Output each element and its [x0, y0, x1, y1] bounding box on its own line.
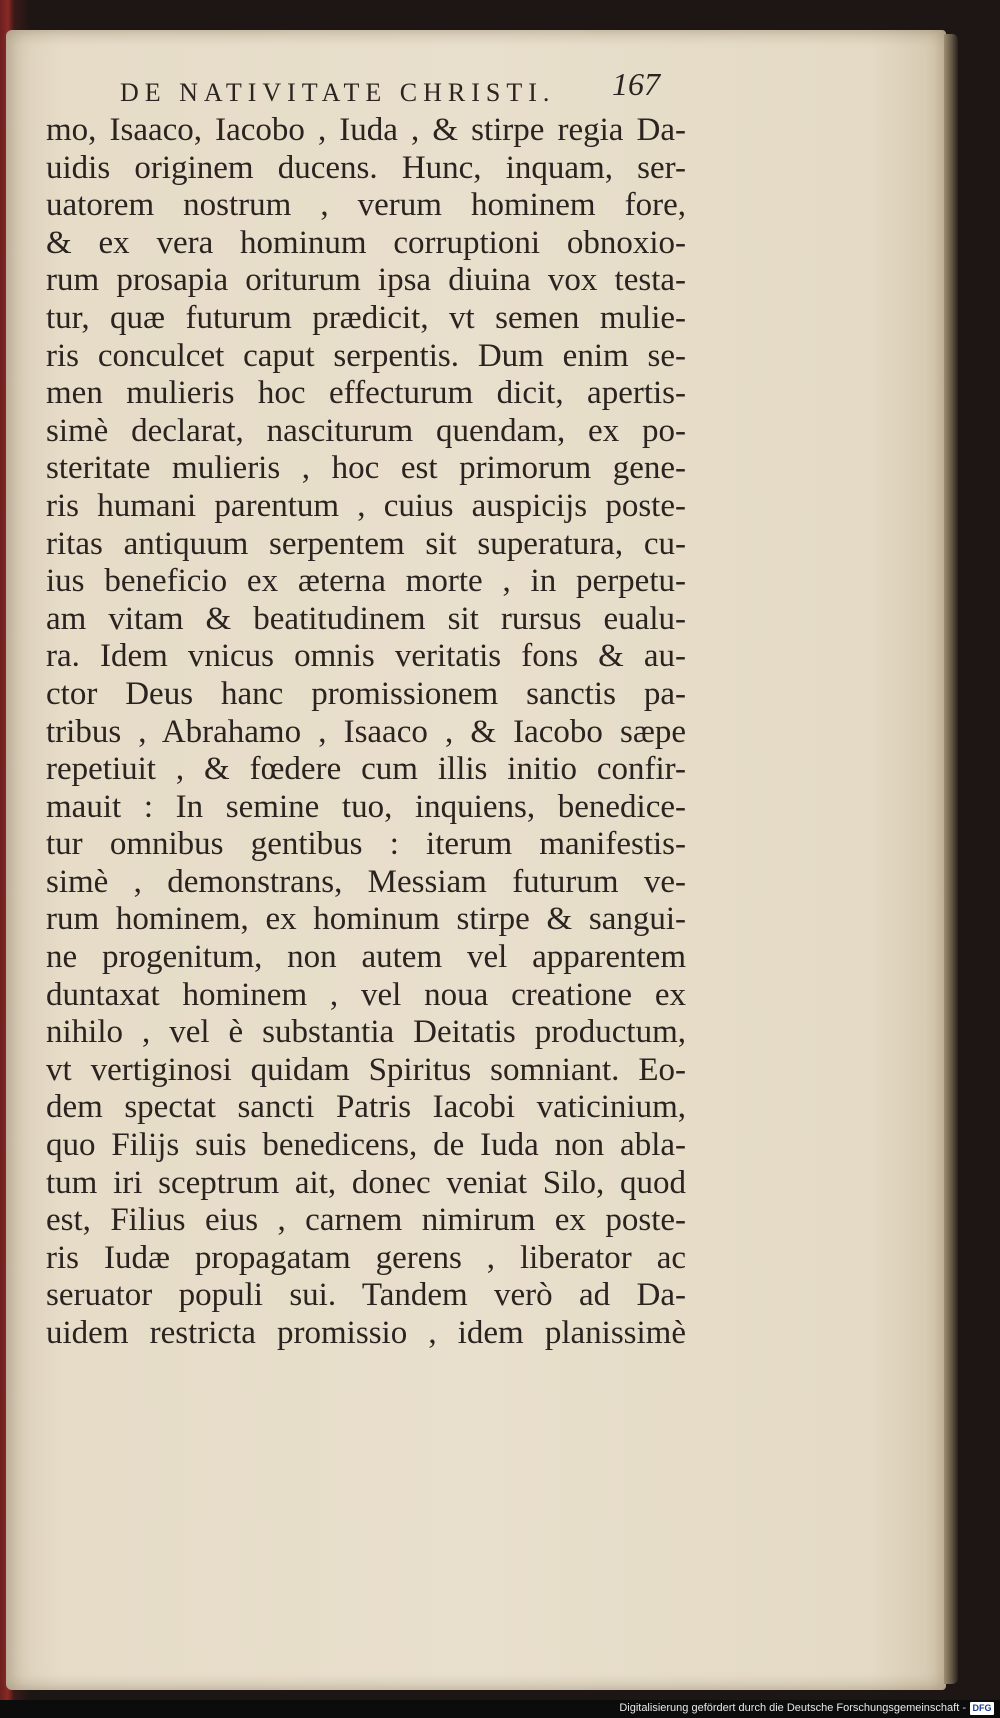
text-line: tur omnibus gentibus : iterum manifestis-: [46, 826, 686, 863]
text-line: quo Filijs suis benedicens, de Iuda non abla-: [46, 1127, 686, 1164]
text-line: seruator populi sui. Tandem verò ad Da-: [46, 1277, 686, 1314]
text-line: tur, quæ futurum prædicit, vt semen mulie-: [46, 299, 686, 336]
text-line: ius beneficio ex æterna morte , in perpetu-: [46, 563, 686, 600]
footer-credit: Digitalisierung gefördert durch die Deutsche Forschungsgemeinschaft -: [619, 1702, 966, 1714]
text-line: ritas antiquum serpentem sit superatura, cu-: [46, 525, 686, 562]
text-line: repetiuit , & fœdere cum illis initio confir-: [46, 751, 686, 788]
text-line: & ex vera hominum corruptioni obnoxio-: [46, 224, 686, 261]
text-line: rum prosapia oriturum ipsa diuina vox testa-: [46, 262, 686, 299]
text-line: steritate mulieris , hoc est primorum gene-: [46, 450, 686, 487]
page-number: 167: [612, 66, 660, 102]
text-line: rum hominem, ex hominum stirpe & sangui-: [46, 901, 686, 938]
text-line: am vitam & beatitudinem sit rursus eualu-: [46, 600, 686, 637]
text-line: ris Iudæ propagatam gerens , liberator ac: [46, 1239, 686, 1276]
text-line: dem spectat sancti Patris Iacobi vaticinium,: [46, 1089, 686, 1126]
body-text: [46, 112, 686, 1353]
text-line: mauit : In semine tuo, inquiens, benedice-: [46, 788, 686, 825]
text-line: ris conculcet caput serpentis. Dum enim se-: [46, 337, 686, 374]
text-line: ctor Deus hanc promissionem sanctis pa-: [46, 675, 686, 712]
running-head: DE NATIVITATE CHRISTI.: [120, 78, 556, 107]
text-line: tribus , Abrahamo , Isaaco , & Iacobo sæpe: [46, 713, 686, 750]
text-line: ris humani parentum , cuius auspicijs poste-: [46, 487, 686, 524]
text-line: tum iri sceptrum ait, donec veniat Silo, quod: [46, 1164, 686, 1201]
dfg-logo-icon: DFG: [970, 1702, 994, 1715]
text-line: duntaxat hominem , vel noua creatione ex: [46, 976, 686, 1013]
text-line: men mulieris hoc effecturum dicit, apertis-: [46, 375, 686, 412]
text-line: uidem restricta promissio , idem planissimè: [46, 1315, 686, 1351]
text-line: ne progenitum, non autem vel apparentem: [46, 939, 686, 976]
text-line: uidis originem ducens. Hunc, inquam, ser-: [46, 149, 686, 186]
text-line: mo, Isaaco, Iacobo , Iuda , & stirpe regia Da-: [46, 112, 686, 148]
text-line: simè , demonstrans, Messiam futurum ve-: [46, 863, 686, 900]
text-line: ra. Idem vnicus omnis veritatis fons & au-: [46, 638, 686, 675]
text-line: est, Filius eius , carnem nimirum ex poste-: [46, 1202, 686, 1239]
text-line: nihilo , vel è substantia Deitatis productum,: [46, 1014, 686, 1051]
page-edge: [944, 34, 958, 1684]
text-line: simè declarat, nasciturum quendam, ex po-: [46, 412, 686, 449]
text-line: uatorem nostrum , verum hominem fore,: [46, 187, 686, 224]
text-line: vt vertiginosi quidam Spiritus somniant. Eo-: [46, 1051, 686, 1088]
